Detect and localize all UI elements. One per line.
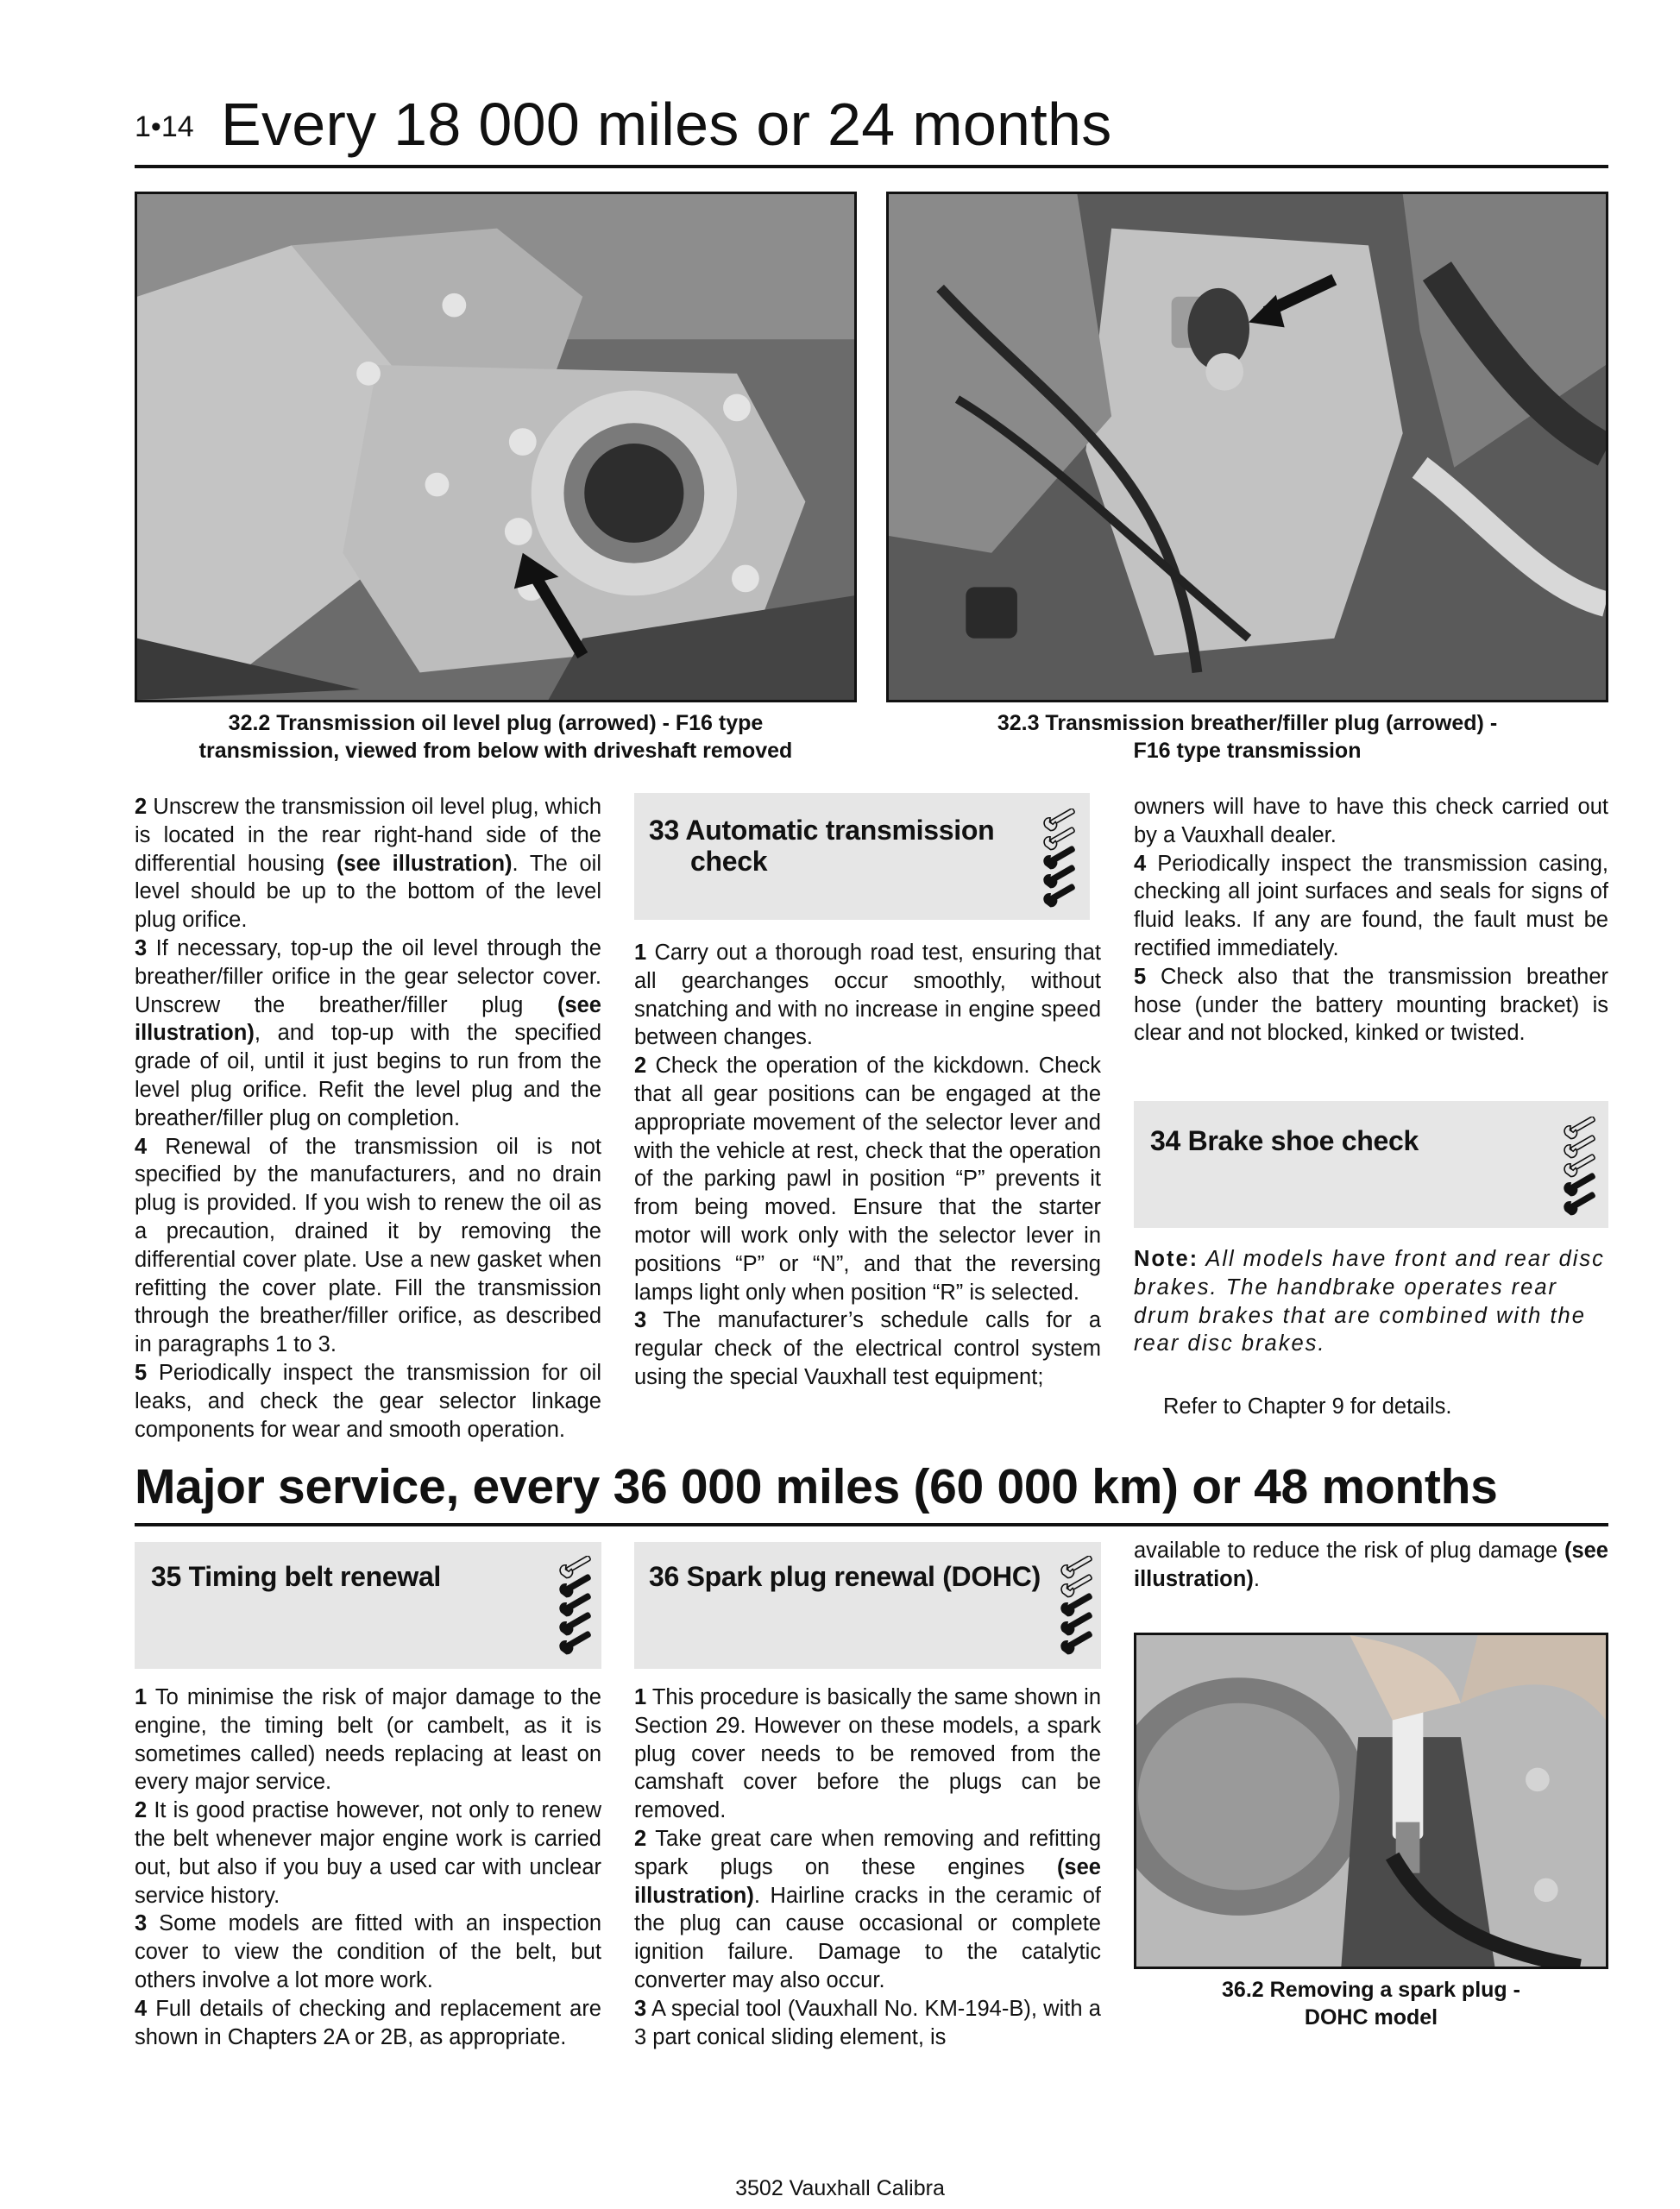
paragraph-text: Periodically inspect the transmission for oil leaks, and check the gear selector linkage components for wear and smooth operation.	[135, 1360, 601, 1442]
paragraph-text: available to reduce the risk of plug damage	[1134, 1539, 1558, 1563]
section-35-text	[135, 1683, 601, 2051]
paragraph-2	[135, 793, 601, 935]
paragraph-2	[634, 1052, 1101, 1306]
photo-spark-plug-removal	[1134, 1633, 1608, 1969]
paragraph-number: 3	[135, 935, 148, 960]
paragraph-number: 3	[634, 1308, 647, 1333]
paragraph-number: 4	[135, 1996, 148, 2021]
paragraph-text: To minimise the risk of major damage to the engine, the timing belt (or cambelt, as it is sometimes called) needs replacing at least on every major service.	[135, 1685, 601, 1795]
paragraph-1	[634, 1683, 1101, 1825]
paragraph-1	[135, 1683, 601, 1797]
section-title	[649, 815, 994, 877]
paragraph-text: Check also that the transmission breather hose (under the battery mounting bracket) is clear and not blocked, kinked or twisted.	[1134, 964, 1608, 1046]
paragraph-number: 4	[135, 1134, 148, 1159]
title-line: check	[690, 846, 768, 877]
paragraph-text: Renewal of the transmission oil is not specified by the manufacturers, and no drain plug is provided. If you wish to renew the oil as a precaution, drained it by removing the differential cover plate. Use a new gasket when refitting the cover plate. Fill the transmission through the breather/filler orifice, as described in paragraphs 1 to 3.	[135, 1134, 601, 1357]
paragraph-number: 1	[634, 941, 647, 965]
footer-book-title: 3502 Vauxhall Calibra	[735, 2176, 945, 2200]
note-text: All models have front and rear disc brakes. The handbrake operates rear drum brakes that are combined with the rear disc brakes.	[1134, 1247, 1605, 1356]
paragraph-number: 5	[135, 1360, 148, 1385]
figure-caption-32-2	[135, 709, 857, 765]
paragraph-text: .	[1253, 1566, 1260, 1591]
paragraph-3	[634, 1995, 1101, 2052]
page-title: Every 18 000 miles or 24 months	[221, 91, 1112, 158]
illustration-reference: (see illustration)	[634, 1854, 1101, 1908]
note-label: Note:	[1134, 1247, 1199, 1271]
paragraph-4	[1134, 850, 1608, 963]
paragraph-number: 2	[135, 1798, 148, 1823]
section-36-text-continued	[1134, 1537, 1608, 1594]
paragraph-text: Take great care when removing and refitting spark plugs on these engines	[634, 1826, 1102, 1879]
section-title: 36 Spark plug renewal (DOHC)	[649, 1561, 1041, 1592]
difficulty-rating-icon	[1040, 809, 1079, 912]
photo-transmission-breather-plug	[886, 192, 1608, 702]
paragraph-4	[135, 1995, 601, 2052]
caption-line: F16 type transmission	[1133, 739, 1362, 763]
paragraph-number: 2	[634, 1054, 647, 1079]
caption-line: transmission, viewed from below with driveshaft removed	[198, 739, 793, 763]
paragraph-text: The manufacturer’s schedule calls for a regular check of the electrical control system using the special Vauxhall test equipment;	[634, 1308, 1102, 1389]
caption-line: 32.2 Transmission oil level plug (arrowed) - F16 type	[228, 711, 764, 735]
section-33-text	[634, 939, 1101, 1392]
paragraph-text: It is good practise however, not only to renew the belt whenever major engine work is carried out, but also if you buy a used car with unclear service history.	[135, 1798, 601, 1908]
paragraph-number: 1	[634, 1685, 647, 1709]
figure-caption-32-3	[886, 709, 1608, 765]
paragraph-1	[634, 939, 1101, 1052]
caption-line: DOHC model	[1304, 2005, 1438, 2030]
chapter-reference: Refer to Chapter 9 for details.	[1163, 1394, 1452, 1419]
paragraph-text: This procedure is basically the same shown in Section 29. However on these models, a spark plug cover needs to be removed from the camshaft cover before the plugs can be removed.	[634, 1685, 1102, 1823]
paragraph-text: Periodically inspect the transmission casing, checking all joint surfaces and seals for signs of fluid leaks. If any are found, the fault must be rectified immediately.	[1134, 851, 1608, 960]
paragraph-continued	[1134, 1537, 1608, 1594]
section-35-header	[135, 1542, 601, 1669]
paragraph-text: Unscrew the transmission oil level plug, which is located in the rear right-hand side of the differential housing	[135, 795, 601, 876]
paragraph-3	[135, 1910, 601, 1994]
section-36-text	[634, 1683, 1101, 2051]
paragraph-text: . The oil level should be up to the bottom of the level plug orifice.	[135, 851, 601, 933]
paragraph-4	[135, 1133, 601, 1359]
illustration-reference: (see illustration)	[135, 992, 601, 1046]
paragraph-5	[135, 1359, 601, 1444]
paragraph-text: Check the operation of the kickdown. Check that all gear positions can be engaged at the appropriate movement of the selector lever and with the vehicle at rest, check that the operation of the parking pawl in position “P” prevents it from being moved. Ensure that the starter motor will work only with the selector lever in positions “P” or “N”, and that the reversing lamps light only when position “R” is selected.	[634, 1054, 1101, 1305]
paragraph-text: , and top-up with the specified grade of oil, until it just begins to run from the level plug orifice. Refit the level plug and the breather/filler plug on completion.	[135, 1021, 601, 1130]
illustration-reference: (see illustration)	[336, 851, 513, 876]
paragraph-continued: owners will have to have this check carried out by a Vauxhall dealer.	[1134, 795, 1608, 847]
paragraph-text: Full details of checking and replacement are shown in Chapters 2A or 2B, as appropriate.	[135, 1996, 601, 2049]
section-36-header	[634, 1542, 1101, 1669]
difficulty-rating-icon	[1560, 1117, 1600, 1220]
title-line: 33 Automatic transmission	[649, 815, 995, 846]
paragraph-text: Some models are fitted with an inspection cover to view the condition of the belt, but others involve a lot more work.	[135, 1911, 601, 1992]
difficulty-rating-icon	[1057, 1556, 1097, 1659]
paragraph-text: A special tool (Vauxhall No. KM-194-B), with a 3 part conical sliding element, is	[634, 1996, 1101, 2049]
paragraph-2	[135, 1797, 601, 1910]
section-title: 34 Brake shoe check	[1150, 1125, 1419, 1156]
section-title: 35 Timing belt renewal	[151, 1561, 442, 1592]
column-3-text	[1134, 793, 1608, 1048]
major-service-heading: Major service, every 36 000 miles (60 000 km) or 48 months	[135, 1459, 1498, 1514]
paragraph-number: 1	[135, 1685, 148, 1709]
paragraph-number: 5	[1134, 964, 1147, 989]
header-rule	[135, 165, 1608, 168]
figure-caption-36-2	[1134, 1976, 1608, 2031]
paragraph-3	[634, 1306, 1101, 1391]
paragraph-2	[634, 1825, 1101, 1995]
caption-line: 32.3 Transmission breather/filler plug (arrowed) -	[997, 711, 1498, 735]
paragraph-5	[1134, 963, 1608, 1048]
major-heading-rule	[135, 1523, 1608, 1526]
section-34-header	[1134, 1101, 1608, 1228]
paragraph-number: 3	[135, 1911, 148, 1936]
paragraph-text: . Hairline cracks in the ceramic of the plug can cause occasional or complete ignition failure. Damage to the catalytic converter may also occur.	[634, 1883, 1101, 1992]
paragraph-number: 2	[135, 795, 148, 819]
paragraph-text: If necessary, top-up the oil level through the breather/filler orifice in the gear selector cover. Unscrew the breather/filler plug	[135, 935, 601, 1017]
column-1-text	[135, 793, 601, 1444]
paragraph-number: 4	[1134, 851, 1147, 876]
paragraph-number: 2	[634, 1826, 647, 1851]
page-number: 1•14	[135, 110, 194, 143]
paragraph-text: Carry out a thorough road test, ensuring that all gearchanges occur smoothly, without snatching and with no increase in engine speed between changes.	[634, 941, 1101, 1050]
brake-note	[1134, 1245, 1608, 1358]
illustration-reference: (see illustration)	[1134, 1539, 1608, 1591]
photo-transmission-level-plug	[135, 192, 857, 702]
section-33-header	[634, 793, 1090, 920]
difficulty-rating-icon	[556, 1556, 595, 1659]
paragraph-number: 3	[634, 1996, 647, 2021]
paragraph-3	[135, 935, 601, 1133]
caption-line: 36.2 Removing a spark plug -	[1222, 1978, 1520, 2002]
